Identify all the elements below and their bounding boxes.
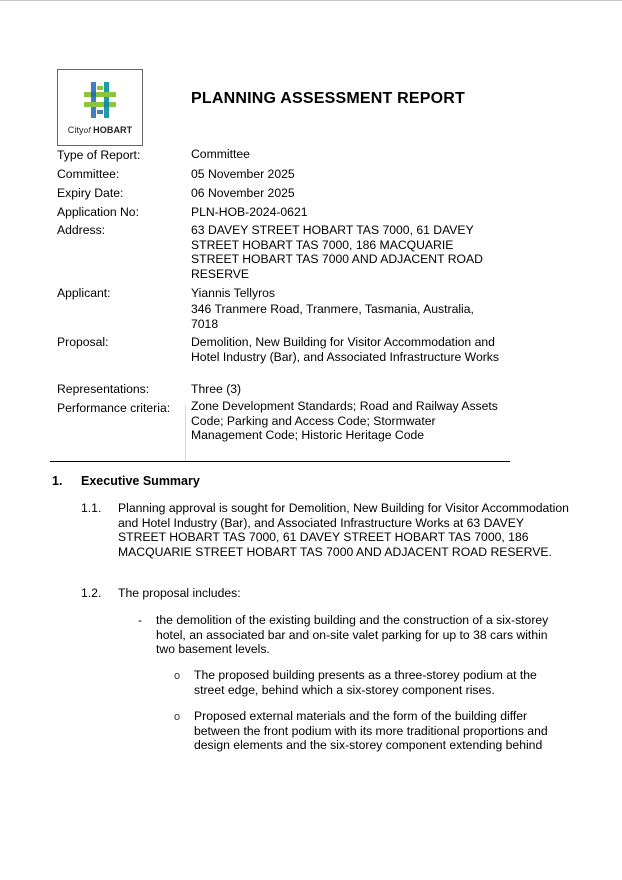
paragraph-1-2-text: The proposal includes: (118, 586, 241, 600)
representations-value: Three (3) (191, 382, 242, 396)
section-divider (50, 461, 510, 462)
hobart-emblem-icon (82, 80, 118, 120)
logo-city: City (67, 125, 84, 135)
logo-hobart: HOBART (93, 125, 133, 135)
applicant-label: Applicant: (57, 286, 111, 300)
paragraph-1-1-number: 1.1. (81, 501, 102, 515)
paragraph-1-2-number: 1.2. (81, 586, 102, 600)
report-title: PLANNING ASSESSMENT REPORT (191, 90, 465, 107)
committee-value: 05 November 2025 (191, 167, 295, 181)
section-heading: Executive Summary (81, 474, 200, 488)
proposal-value: Demolition, New Building for Visitor Accommodation and Hotel Industry (Bar), and Associated Infrastructure Works (191, 335, 499, 364)
application-no-label: Application No: (57, 205, 139, 219)
type-of-report-label: Type of Report: (57, 148, 141, 162)
dash-bullet-text: the demolition of the existing building and the construction of a six-storey hotel, an associated bar and on-site valet parking for up to 38 cars within two basement levels. (156, 613, 549, 656)
performance-criteria-value: Zone Development Standards; Road and Railway Assets Code; Parking and Access Code; Stormwater Management Code; Historic Heritage Code (191, 399, 498, 442)
dash-bullet: - (138, 613, 143, 627)
sub-bullet-1-text: The proposed building presents as a three-storey podium at the street edge, behind which a six-storey component rises. (194, 668, 537, 697)
page-top-edge (0, 0, 622, 1)
committee-label: Committee: (57, 167, 120, 181)
paragraph-1-1-text: Planning approval is sought for Demolition, New Building for Visitor Accommodation and Hotel Industry (Bar), and Associated Infrastructure Works at 63 DAVEY STREET HOBART TAS 7000, 61 DAVEY STREET HOBART TAS 7000, 186 MACQUARIE STREET HOBART TAS 7000 AND ADJACENT ROAD RESERVE. (118, 501, 569, 559)
section-number: 1. (52, 474, 63, 488)
representations-label: Representations: (57, 382, 150, 396)
city-of-hobart-logo (57, 69, 143, 146)
circle-bullet-2: o (174, 711, 181, 723)
application-no-value: PLN-HOB-2024-0621 (191, 205, 308, 219)
type-of-report-value: Committee (191, 147, 250, 161)
applicant-name: Yiannis Tellyros (191, 286, 275, 300)
logo-of: of (83, 126, 91, 135)
sub-bullet-2-text: Proposed external materials and the form of the building differ between the front podium with its more traditional proportions and design elements and the six-storey component extending behind (194, 709, 548, 752)
proposal-label: Proposal: (57, 335, 109, 349)
expiry-date-label: Expiry Date: (57, 186, 124, 200)
logo-wordmark (58, 125, 142, 135)
address-value: 63 DAVEY STREET HOBART TAS 7000, 61 DAVEY STREET HOBART TAS 7000, 186 MACQUARIE STREET HOBART TAS 7000 AND ADJACENT ROAD RESERVE (191, 223, 483, 281)
expiry-date-value: 06 November 2025 (191, 186, 295, 200)
address-label: Address: (57, 223, 106, 237)
applicant-address: 346 Tranmere Road, Tranmere, Tasmania, Australia, 7018 (191, 302, 474, 331)
performance-criteria-label: Performance criteria: (57, 401, 171, 415)
circle-bullet-1: o (174, 670, 181, 682)
table-column-rule (185, 405, 186, 461)
